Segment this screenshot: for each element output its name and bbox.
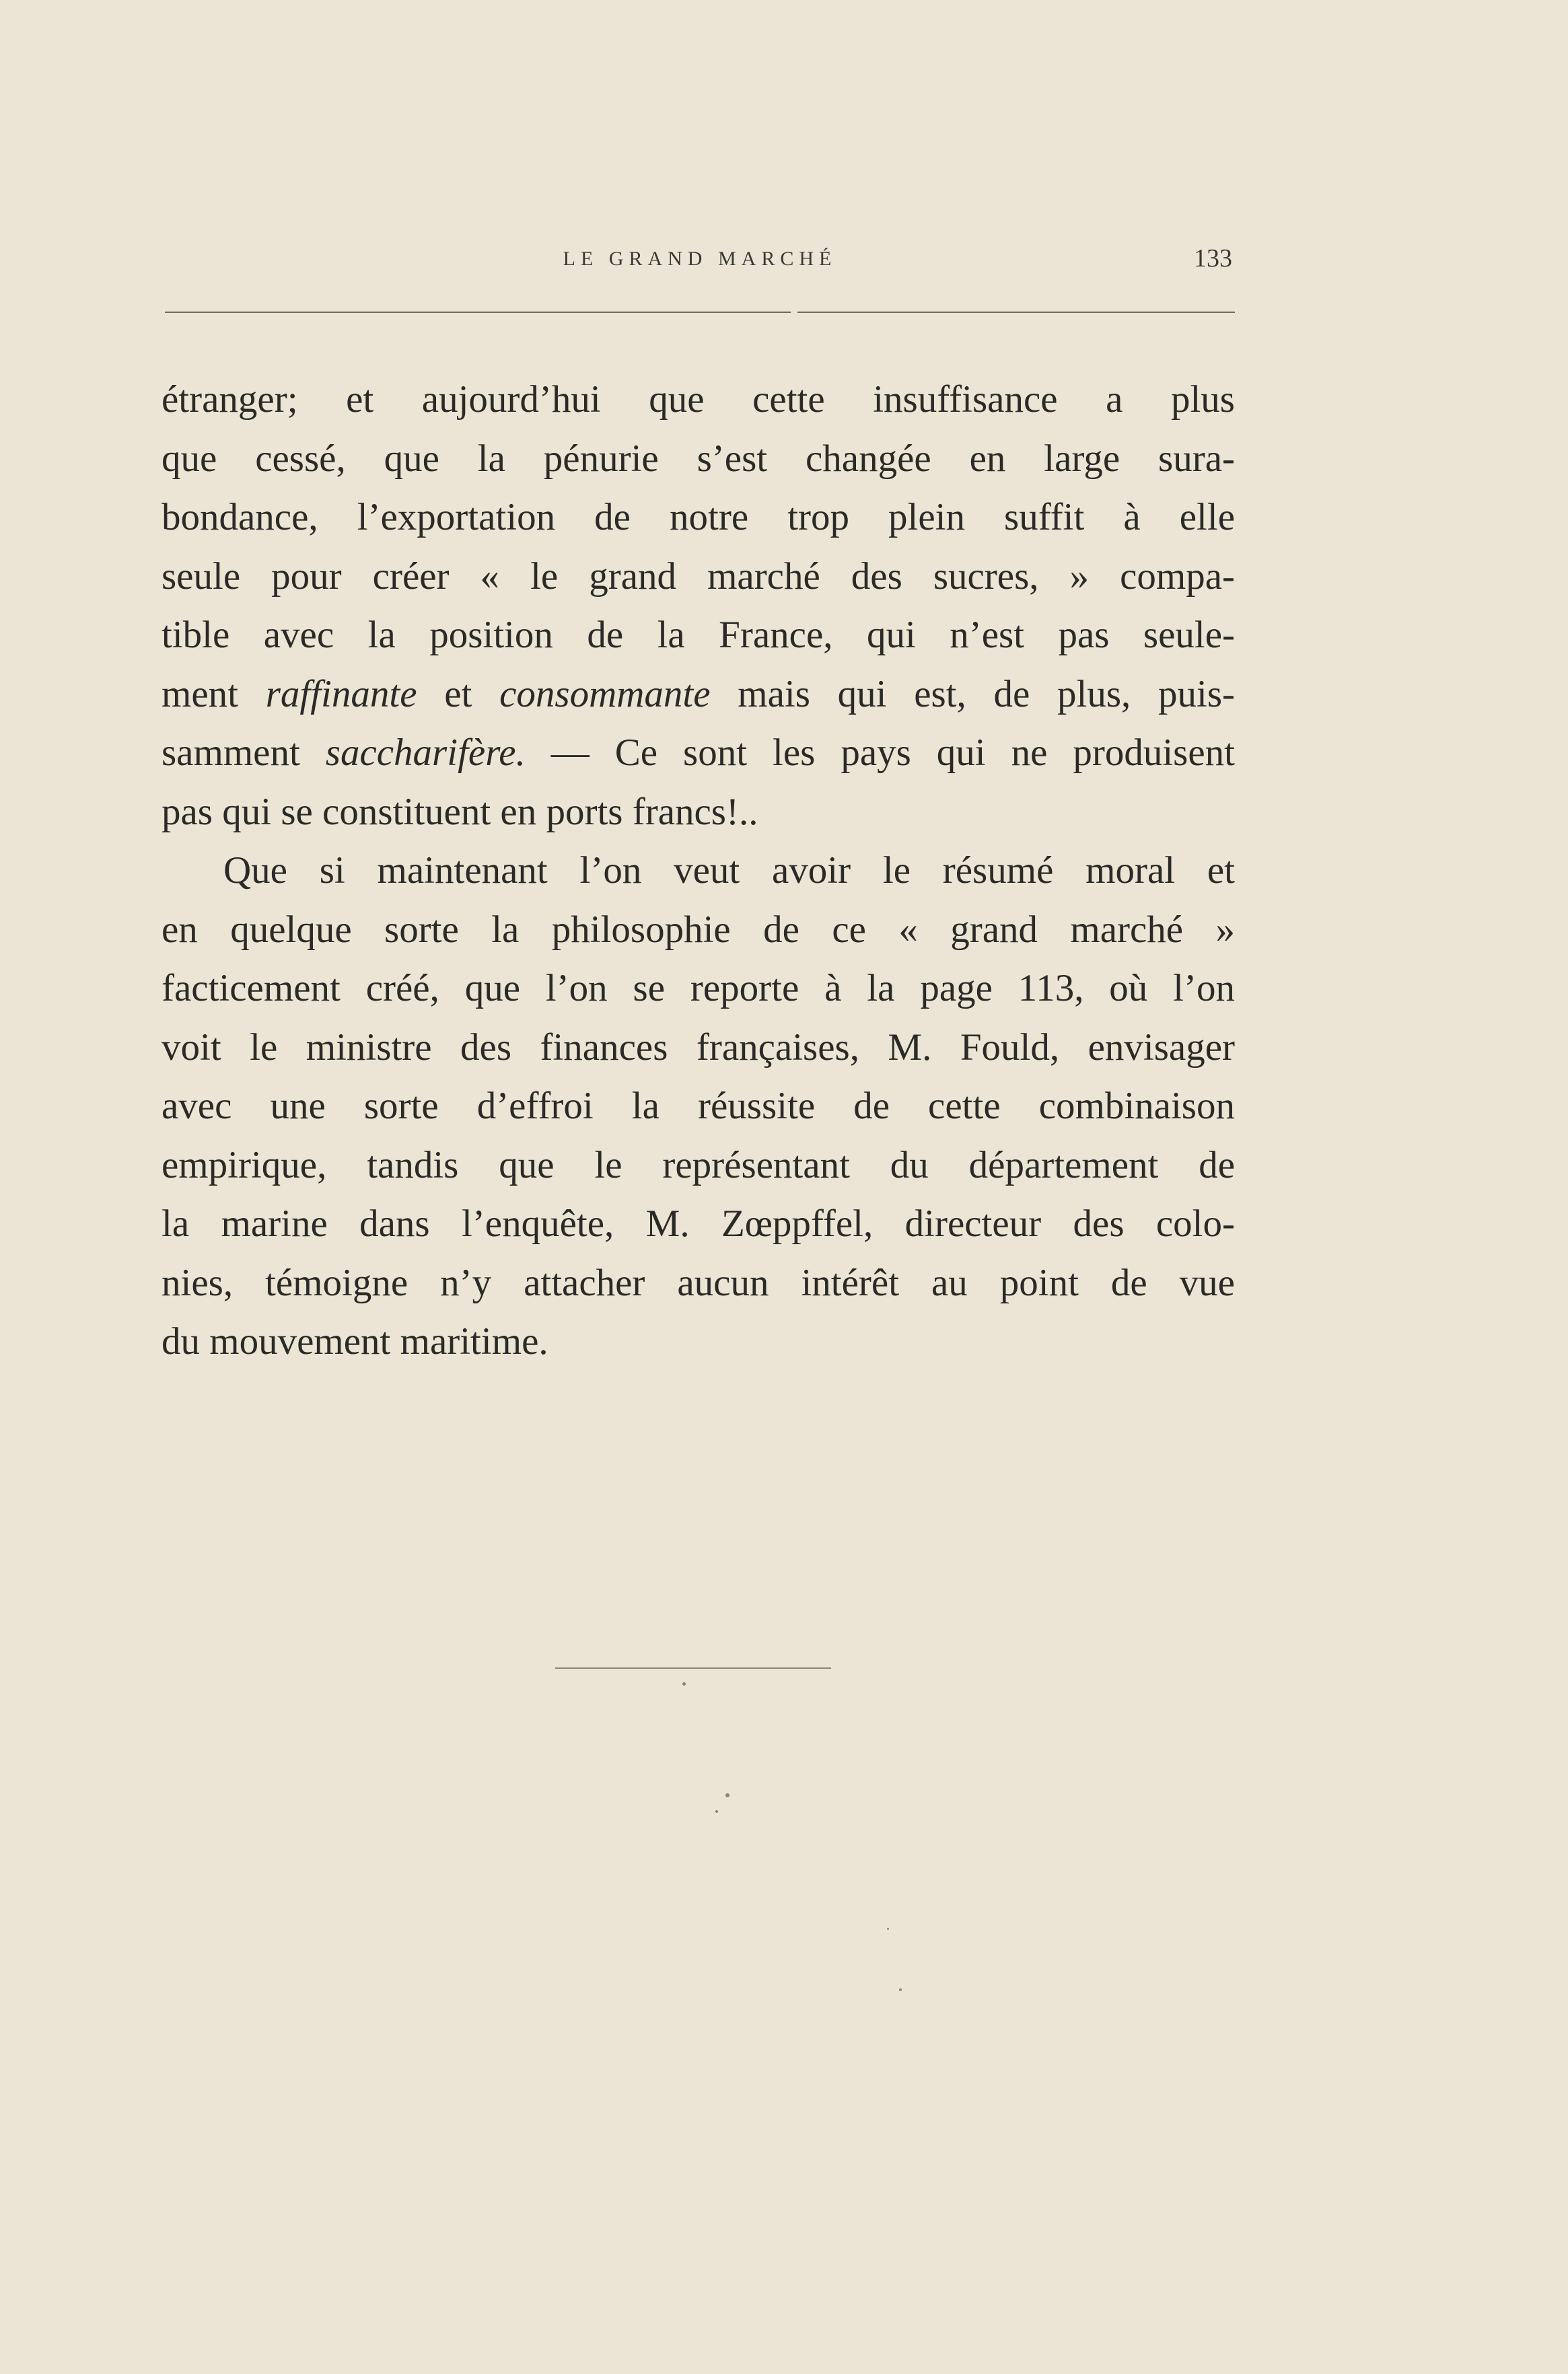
header-rule-right	[797, 312, 1235, 313]
text-line: nies, témoigne n’y attacher aucun intérêt au point de vue	[162, 1261, 1235, 1304]
text-line: en quelque sorte la philosophie de ce « grand marché »	[162, 908, 1235, 951]
text-run: ment	[162, 672, 266, 715]
text-line: voit le ministre des finances françaises, M. Fould, envisager	[162, 1026, 1235, 1069]
running-head	[165, 242, 1235, 283]
text-line: la marine dans l’enquête, M. Zœppffel, directeur des colo-	[162, 1202, 1235, 1245]
text-line: étranger; et aujourd’hui que cette insuffisance a plus	[162, 378, 1235, 421]
text-run: samment	[162, 731, 326, 774]
header-rule-left	[165, 312, 791, 313]
text-run: — Ce sont les pays qui ne produisent	[525, 731, 1235, 774]
text-line: tible avec la position de la France, qui n’est pas seule-	[162, 614, 1235, 656]
text-line: que cessé, que la pénurie s’est changée en large sura-	[162, 437, 1235, 480]
italic-term: saccharifère.	[325, 731, 526, 774]
text-line: seule pour créer « le grand marché des sucres, » compa-	[162, 554, 1235, 598]
running-title: LE GRAND MARCHÉ	[563, 248, 837, 270]
italic-term: raffinante	[265, 672, 417, 715]
text-line	[162, 723, 1235, 783]
text-line: du mouvement maritime.	[162, 1320, 548, 1363]
paper-speck	[715, 1810, 718, 1813]
text-line: pas qui se constituent en ports francs!..	[162, 790, 758, 833]
paper-speck	[899, 1988, 902, 1991]
text-run: mais qui est, de plus, puis-	[710, 672, 1235, 715]
paper-speck	[682, 1682, 686, 1686]
text-line: avec une sorte d’effroi la réussite de cette combinaison	[162, 1085, 1235, 1127]
paragraph-first-line: Que si maintenant l’on veut avoir le résumé moral et	[223, 849, 1235, 892]
text-line: bondance, l’exportation de notre trop plein suffit à elle	[162, 496, 1235, 538]
text-line: empirique, tandis que le représentant du département de	[162, 1143, 1235, 1186]
page-number: 133	[1194, 244, 1232, 273]
italic-term: consommante	[499, 672, 711, 715]
text-line	[162, 665, 1235, 724]
paper-speck	[725, 1793, 729, 1797]
section-end-rule	[555, 1667, 831, 1669]
text-run: et	[417, 672, 500, 715]
paper-speck	[887, 1928, 889, 1930]
body-text	[162, 370, 1235, 1371]
text-line: facticement créé, que l’on se reporte à la page 113, où l’on	[162, 967, 1235, 1009]
